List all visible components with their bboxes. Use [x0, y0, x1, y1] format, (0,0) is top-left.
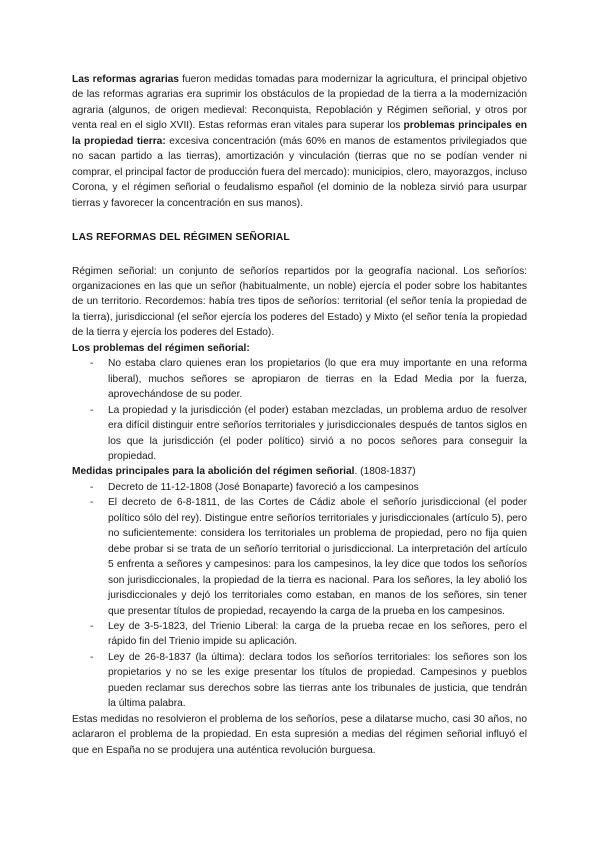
intro-paragraph: [72, 72, 527, 211]
document-page: [72, 72, 527, 758]
list-item: - No estaba claro quienes eran los propietarios (lo que era muy importante en una reforma liberal), muchos señores se apropiaron de tierras en la Edad Media por la fuerza, aprovechándose de su poder.: [72, 356, 527, 402]
term-reformas-agrarias: Las reformas agrarias: [72, 74, 179, 85]
problemas-heading: [72, 341, 527, 356]
intro-text-1: fueron medidas tomadas para modernizar la agricultura, el principal objetivo de las reformas agrarias era suprimir los obstáculos de la propiedad de la tierra a la modernización agraria (algunos, de origen medieval: Reconquista, Repoblación y Régimen señorial, y otros por venta real en el siglo XVII). Estas reformas eran vitales para superar los: [72, 74, 527, 132]
term-problemas-principales: problemas principales en la propiedad tierra:: [72, 120, 527, 147]
list-item: - Ley de 26-8-1837 (la última): declara todos los señoríos territoriales: los señores son los propietarios y no se les exige presentar los títulos de propiedad. Campesinos y pueblos pueden reclamar sus derechos sobre las tierras ante los tribunales de justicia, que tendrán la última palabra.: [72, 650, 527, 712]
intro-text-2: excesiva concentración (más 60% en manos de estamentos privilegiados que no sacan partido a las tierras), amortización y vinculación (tierras que no se podían vender ni comprar, el principal factor de producción fuera del mercado): municipios, clero, mayorazgos, incluso Corona, y el régimen señorial o feudalismo español (el dominio de la nobleza sirvió para usurpar tierras y favorecer la concentración en sus manos).: [72, 135, 527, 209]
section-title: LAS REFORMAS DEL RÉGIMEN SEÑORIAL: [72, 232, 290, 244]
medidas-dates: . (1808-1837): [354, 466, 416, 478]
list-item: - Decreto de 11-12-1808 (José Bonaparte) favoreció a los campesinos: [72, 480, 527, 495]
list-item: - Ley de 3-5-1823, del Trienio Liberal: la carga de la prueba recae en los señores, pero el rápido fin del Trienio impide su aplicación.: [72, 619, 527, 650]
regimen-paragraph: Régimen señorial: un conjunto de señoríos repartidos por la geografía nacional. Los señoríos: organizaciones en las que un señor (habitualmente, un noble) ejercía el poder sobre los habitantes de un territorio. Recordemos: había tres tipos de señoríos: territorial (el señor tenía la propiedad de la tierra), jurisdiccional (el señor ejercía los poderes del Estado) y Mixto (el señor tenía la propiedad de la tierra y ejercía los poderes del Estado).: [72, 265, 527, 339]
problemas-list: [72, 356, 527, 464]
medidas-heading-text: Medidas principales para la abolición del régimen señorial: [72, 466, 355, 478]
list-item: - El decreto de 6-8-1811, de las Cortes de Cádiz abole el señorío jurisdiccional (el poder político sólo del rey). Distingue entre señoríos territoriales y jurisdiccionales (artículo 5), pero no suficientemente: considera los territoriales un problema de propiedad, pero no fija quien debe probar si se trata de un señorío territorial o jurisdiccional. La interpretación del artículo 5 enfrenta a señores y campesinos: para los campesinos, la ley dice que todos los señoríos son jurisdiccionales, la propiedad de la tierra es nacional. Para los señores, la ley abolió los jurisdiccionales y dejó los territoriales como estaban, en manos de los señores, sin tener que presentar títulos de propiedad, recayendo la carga de la prueba en los campesinos.: [72, 495, 527, 619]
list-item: - La propiedad y la jurisdicción (el poder) estaban mezcladas, un problema arduo de resolver era difícil distinguir entre señoríos territoriales y jurisdiccionales después de tantos siglos en los que la jurisdicción (el poder político) sirvió a no pocos señores para conseguir la propiedad.: [72, 403, 527, 465]
conclusion-paragraph: Estas medidas no resolvieron el problema de los señoríos, pese a dilatarse mucho, casi 30 años, no aclararon el problema de la propiedad. En esta supresión a medias del régimen señorial influyó el que en España no se produjera una auténtica revolución burguesa.: [72, 713, 527, 756]
medidas-list: [72, 480, 527, 712]
problemas-heading-text: Los problemas del régimen señorial:: [72, 342, 250, 354]
medidas-heading: [72, 464, 527, 479]
